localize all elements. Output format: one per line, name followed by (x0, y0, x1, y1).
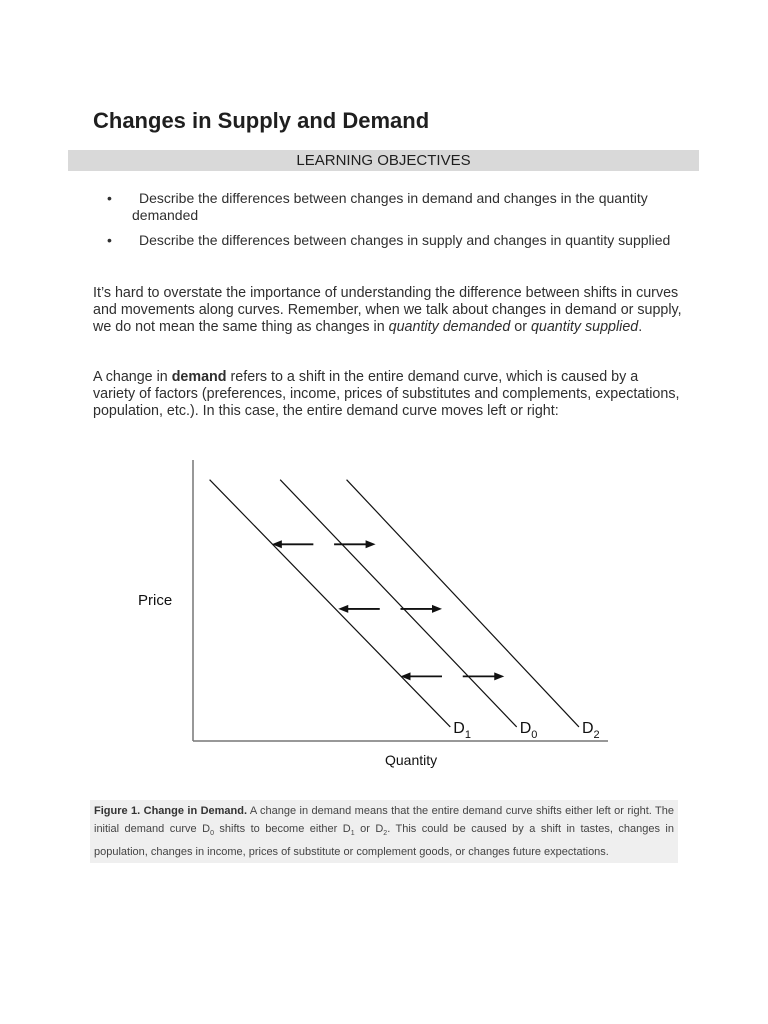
learning-objectives-heading: LEARNING OBJECTIVES (68, 150, 699, 171)
demand-curve-d0 (280, 480, 517, 727)
shift-arrow-left-icon (272, 540, 314, 548)
bullet-icon: • (107, 232, 112, 248)
page-title: Changes in Supply and Demand (93, 108, 430, 133)
demand-curve-d1 (210, 480, 451, 727)
emphasis-quantity-supplied: quantity supplied (530, 319, 639, 335)
bullet-icon: • (107, 190, 112, 206)
objective-text: Describe the differences between changes in supply and changes in quantity supplied (139, 232, 671, 248)
demand-paragraph (93, 369, 683, 420)
objective-text: Describe the differences between changes in demand and changes in the quantity demanded (132, 190, 648, 223)
demand-curve-d2 (347, 480, 579, 727)
list-item (93, 190, 683, 224)
curve-label: $D_1$ (453, 719, 471, 741)
shift-arrow-right-icon (463, 672, 505, 680)
curve-label: $D_0$ (519, 719, 538, 741)
caption-subscript: 0 (210, 830, 214, 838)
shift-arrow-right-icon (334, 540, 376, 548)
paragraph-text: It’s hard to overstate the importance of understanding the difference between shifts in curves and movements along curves. Remember, when we talk about changes in demand or supply, we do not mean the same thing as changes in (93, 285, 682, 335)
emphasis-quantity-demanded: quantity demanded (388, 319, 511, 335)
caption-text: or D (354, 823, 384, 835)
caption-text: A change in demand means that the entire demand curve shifts either left or right. The initial demand curve D (94, 805, 674, 835)
caption-subscript: 1 (350, 830, 355, 838)
paragraph-text: refers to a shift in the entire demand curve, which is caused by a variety of factors (preferences, income, prices of substitutes and complements, expectations, population, etc.). In this case, the entire demand curve moves left or right: (93, 369, 680, 419)
y-axis-label: Price (138, 592, 173, 609)
objectives-list (93, 190, 683, 257)
paragraph-text: A change in (93, 369, 172, 385)
curve-label: $D_2$ (581, 719, 600, 741)
shift-arrow-left-icon (401, 672, 443, 680)
caption-label: Figure 1. Change in Demand. (94, 805, 248, 817)
paragraph-text: . (638, 319, 643, 335)
x-axis-label: Quantity (385, 752, 438, 768)
paragraph-text: or (510, 319, 531, 335)
intro-paragraph (93, 285, 683, 336)
caption-text: . This could be caused by a shift in tastes, changes in population, changes in income, prices of substitute or complement goods, or changes future expectations. (94, 823, 674, 859)
shift-arrow-left-icon (338, 605, 380, 613)
caption-text: shifts to become either D (213, 823, 351, 835)
list-item (93, 232, 683, 249)
bold-demand: demand (171, 369, 227, 385)
demand-shift-chart (130, 452, 650, 782)
figure-caption (90, 800, 678, 863)
caption-subscript: 2 (383, 830, 388, 838)
